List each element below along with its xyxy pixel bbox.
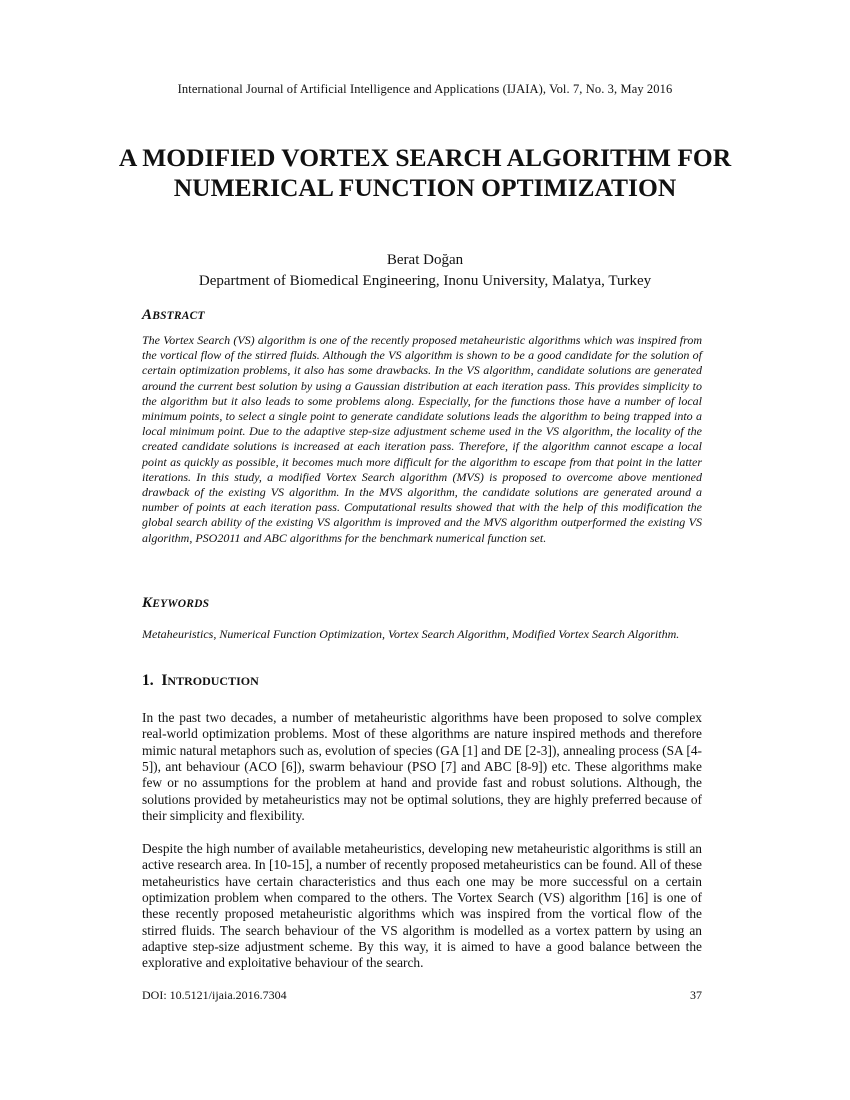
keywords-heading — [142, 595, 722, 612]
abstract-text: The Vortex Search (VS) algorithm is one of the recently proposed metaheuristic algorithms which was inspired from the vortical flow of the stirred fluids. Although the VS algorithm is shown to be a good candidate for the solution of certain optimization problems, it also has some drawbacks. In the VS algorithm, candidate solutions are generated around the current best solution by using a Gaussian distribution at each iteration pass. This provides simplicity to the algorithm but it also leads to some problems along. Especially, for the functions those have a number of local minimum points, to select a single point to generate candidate solutions leads the algorithm to being trapped into a local minimum point. Due to the adaptive step-size adjustment scheme used in the VS algorithm, the locality of the created candidate solutions is increased at each iteration pass. Therefore, if the algorithm cannot escape a local point as quickly as possible, it becomes much more difficult for the algorithm to escape from that point in the latter iterations. In this study, a modified Vortex Search algorithm (MVS) is proposed to overcome above mentioned drawback of the existing VS algorithm. In the MVS algorithm, the candidate solutions are generated around a number of points at each iteration pass. Computational results showed that with the help of this modification the global search ability of the existing VS algorithm is improved and the MVS algorithm outperformed the existing VS algorithm, PSO2011 and ABC algorithms for the benchmark numerical function set. — [142, 333, 702, 545]
author-affiliation: Department of Biomedical Engineering, Inonu University, Malatya, Turkey — [198, 273, 652, 289]
intro-paragraph-1: In the past two decades, a number of metaheuristic algorithms have been proposed to solve complex real-world optimization problems. Most of these algorithms are nature inspired methods and therefore mimic natural metaphors such as, evolution of species (GA [1] and DE [2-3]), annealing process (SA [4-5]), ant behaviour (ACO [6]), swarm behaviour (PSO [7] and ABC [8-9]) etc. These algorithms make few or no assumptions for the problem at hand and provide fast and robust solutions. Although, the solutions provided by metaheuristics may not be optimal solutions, they are highly preferred because of their simplicity and flexibility. — [142, 710, 702, 824]
author-name: Berat Doğan — [386, 252, 464, 268]
introduction-heading-rest: NTRODUCTION — [167, 674, 259, 688]
page-footer — [142, 988, 702, 1003]
introduction-heading — [142, 672, 259, 690]
abstract-heading-initial: A — [142, 307, 153, 323]
author-block — [0, 250, 850, 292]
section-number: 1. — [142, 672, 154, 689]
introduction-heading-initial: I — [161, 672, 168, 689]
abstract-heading — [142, 307, 722, 324]
keywords-heading-initial: K — [142, 595, 153, 611]
keywords-text: Metaheuristics, Numerical Function Optimization, Vortex Search Algorithm, Modified Vortex Search Algorithm. — [142, 627, 680, 641]
abstract-heading-rest: BSTRACT — [152, 310, 205, 322]
keywords-heading-rest: EYWORDS — [152, 598, 210, 610]
page-number: 37 — [690, 988, 702, 1002]
doi-text: DOI: 10.5121/ijaia.2016.7304 — [142, 988, 287, 1002]
intro-paragraph-2: Despite the high number of available metaheuristics, developing new metaheuristic algorithms is still an active research area. In [10-15], a number of recently proposed metaheuristics can be found. All of these metaheuristics have certain characteristics and thus each one may be more successful on a certain optimization problem when compared to the others. The Vortex Search (VS) algorithm [16] is one of these recently proposed metaheuristic algorithms which was inspired from the vortical flow of the stirred fluids. The search behaviour of the VS algorithm is modelled as a vortex pattern by using an adaptive step-size adjustment scheme. By this way, it is aimed to have a good balance between the explorative and exploitative behaviour of the search. — [142, 841, 702, 971]
paper-title: A MODIFIED VORTEX SEARCH ALGORITHM FOR NUMERICAL FUNCTION OPTIMIZATION — [118, 143, 732, 202]
running-header: International Journal of Artificial Intelligence and Applications (IJAIA), Vol. 7, No. 3, May 2016 — [177, 82, 673, 96]
